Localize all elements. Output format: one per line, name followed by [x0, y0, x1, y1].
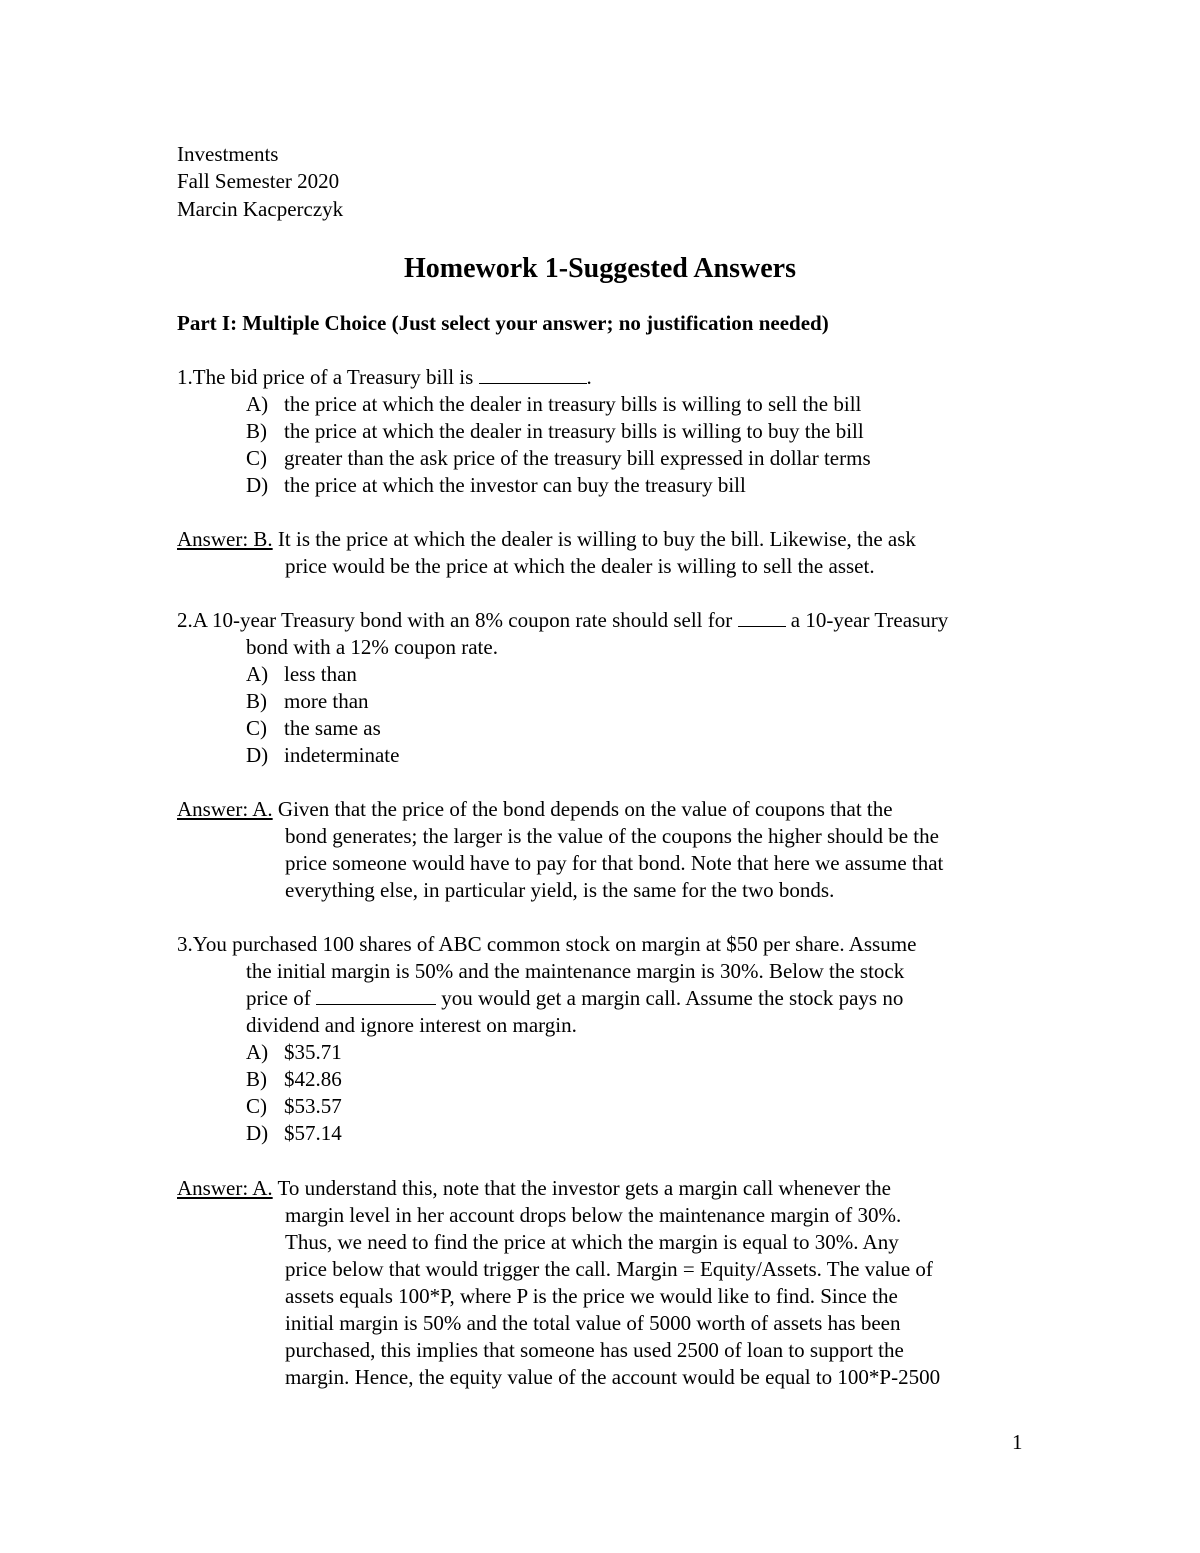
- option-text: the price at which the dealer in treasury bills is willing to buy the bill: [284, 419, 864, 443]
- q1-option-b: [246, 418, 864, 445]
- question-2: [177, 607, 948, 634]
- option-text: the same as: [284, 716, 381, 740]
- option-letter: C): [246, 1094, 267, 1118]
- q1-option-d: [246, 472, 746, 499]
- option-letter: D): [246, 1121, 269, 1145]
- answer-text: It is the price at which the dealer is willing to buy the bill. Likewise, the ask: [272, 527, 916, 551]
- option-letter: B): [246, 419, 267, 443]
- question-3-line-4: dividend and ignore interest on margin.: [246, 1013, 577, 1037]
- q1-answer-line-2: price would be the price at which the dealer is willing to sell the asset.: [285, 554, 875, 578]
- question-text: price of: [246, 986, 316, 1010]
- q3-answer-line-7: purchased, this implies that someone has used 2500 of loan to support the: [285, 1338, 904, 1362]
- answer-label: Answer: A.: [177, 1176, 273, 1200]
- q3-answer-line-2: margin level in her account drops below the maintenance margin of 30%.: [285, 1203, 902, 1227]
- option-text: $53.57: [284, 1094, 342, 1118]
- q3-option-c: [246, 1093, 342, 1120]
- question-2-line-2: bond with a 12% coupon rate.: [246, 635, 498, 659]
- question-text: The bid price of a Treasury bill is: [192, 365, 479, 389]
- answer-label: Answer: A.: [177, 797, 273, 821]
- course-name: Investments: [177, 142, 279, 166]
- q3-answer-line-5: assets equals 100*P, where P is the price we would like to find. Since the: [285, 1284, 898, 1308]
- q2-answer-line-1: [177, 796, 893, 823]
- answer-text: To understand this, note that the investor gets a margin call whenever the: [272, 1176, 891, 1200]
- q1-answer-line-1: [177, 526, 916, 553]
- question-text-end: you would get a margin call. Assume the stock pays no: [435, 986, 904, 1010]
- page-title: Homework 1-Suggested Answers: [404, 253, 796, 284]
- question-3: [177, 931, 916, 958]
- question-number: 1.: [177, 365, 193, 389]
- q2-answer-line-2: bond generates; the larger is the value of the coupons the higher should be the: [285, 824, 939, 848]
- answer-blank: [738, 608, 786, 627]
- q3-answer-line-8: margin. Hence, the equity value of the account would be equal to 100*P-2500: [285, 1365, 941, 1389]
- q2-option-a: [246, 661, 357, 688]
- q2-answer-line-4: everything else, in particular yield, is the same for the two bonds.: [285, 878, 835, 902]
- q3-answer-line-4: price below that would trigger the call. Margin = Equity/Assets. The value of: [285, 1257, 933, 1281]
- question-1: [177, 364, 592, 391]
- question-number: 2.: [177, 608, 193, 632]
- q3-option-d: [246, 1120, 342, 1147]
- q3-option-a: [246, 1039, 342, 1066]
- q3-answer-line-1: [177, 1175, 891, 1202]
- question-number: 3.: [177, 932, 193, 956]
- option-text: $35.71: [284, 1040, 342, 1064]
- answer-blank: [479, 365, 587, 384]
- option-text: the price at which the investor can buy the treasury bill: [284, 473, 746, 497]
- q3-answer-line-6: initial margin is 50% and the total value of 5000 worth of assets has been: [285, 1311, 901, 1335]
- q2-option-b: [246, 688, 369, 715]
- option-letter: C): [246, 716, 267, 740]
- semester: Fall Semester 2020: [177, 169, 340, 193]
- question-text-end: a 10-year Treasury: [785, 608, 949, 632]
- option-text: less than: [284, 662, 357, 686]
- q2-answer-line-3: price someone would have to pay for that bond. Note that here we assume that: [285, 851, 944, 875]
- option-letter: B): [246, 689, 267, 713]
- option-text: $42.86: [284, 1067, 342, 1091]
- option-letter: B): [246, 1067, 267, 1091]
- option-letter: A): [246, 392, 269, 416]
- q1-option-c: [246, 445, 871, 472]
- option-text: $57.14: [284, 1121, 342, 1145]
- instructor: Marcin Kacperczyk: [177, 197, 344, 221]
- q2-option-d: [246, 742, 399, 769]
- option-text: more than: [284, 689, 369, 713]
- option-letter: C): [246, 446, 267, 470]
- question-text: You purchased 100 shares of ABC common stock on margin at $50 per share. Assume: [192, 932, 917, 956]
- q3-answer-line-3: Thus, we need to find the price at which the margin is equal to 30%. Any: [285, 1230, 899, 1254]
- answer-label: Answer: B.: [177, 527, 273, 551]
- page-number: 1: [1012, 1430, 1023, 1454]
- q1-option-a: [246, 391, 861, 418]
- part1-heading: Part I: Multiple Choice (Just select your answer; no justification needed): [177, 311, 829, 335]
- answer-blank: [316, 986, 436, 1005]
- option-letter: A): [246, 1040, 269, 1064]
- option-letter: A): [246, 662, 269, 686]
- question-3-line-2: the initial margin is 50% and the maintenance margin is 30%. Below the stock: [246, 959, 905, 983]
- question-3-line-3: [246, 985, 903, 1012]
- question-text: A 10-year Treasury bond with an 8% coupon rate should sell for: [192, 608, 738, 632]
- answer-text: Given that the price of the bond depends on the value of coupons that the: [272, 797, 893, 821]
- option-letter: D): [246, 743, 269, 767]
- question-text-end: .: [586, 365, 592, 389]
- option-letter: D): [246, 473, 269, 497]
- q3-option-b: [246, 1066, 342, 1093]
- option-text: greater than the ask price of the treasury bill expressed in dollar terms: [284, 446, 871, 470]
- option-text: the price at which the dealer in treasury bills is willing to sell the bill: [284, 392, 862, 416]
- option-text: indeterminate: [284, 743, 400, 767]
- q2-option-c: [246, 715, 381, 742]
